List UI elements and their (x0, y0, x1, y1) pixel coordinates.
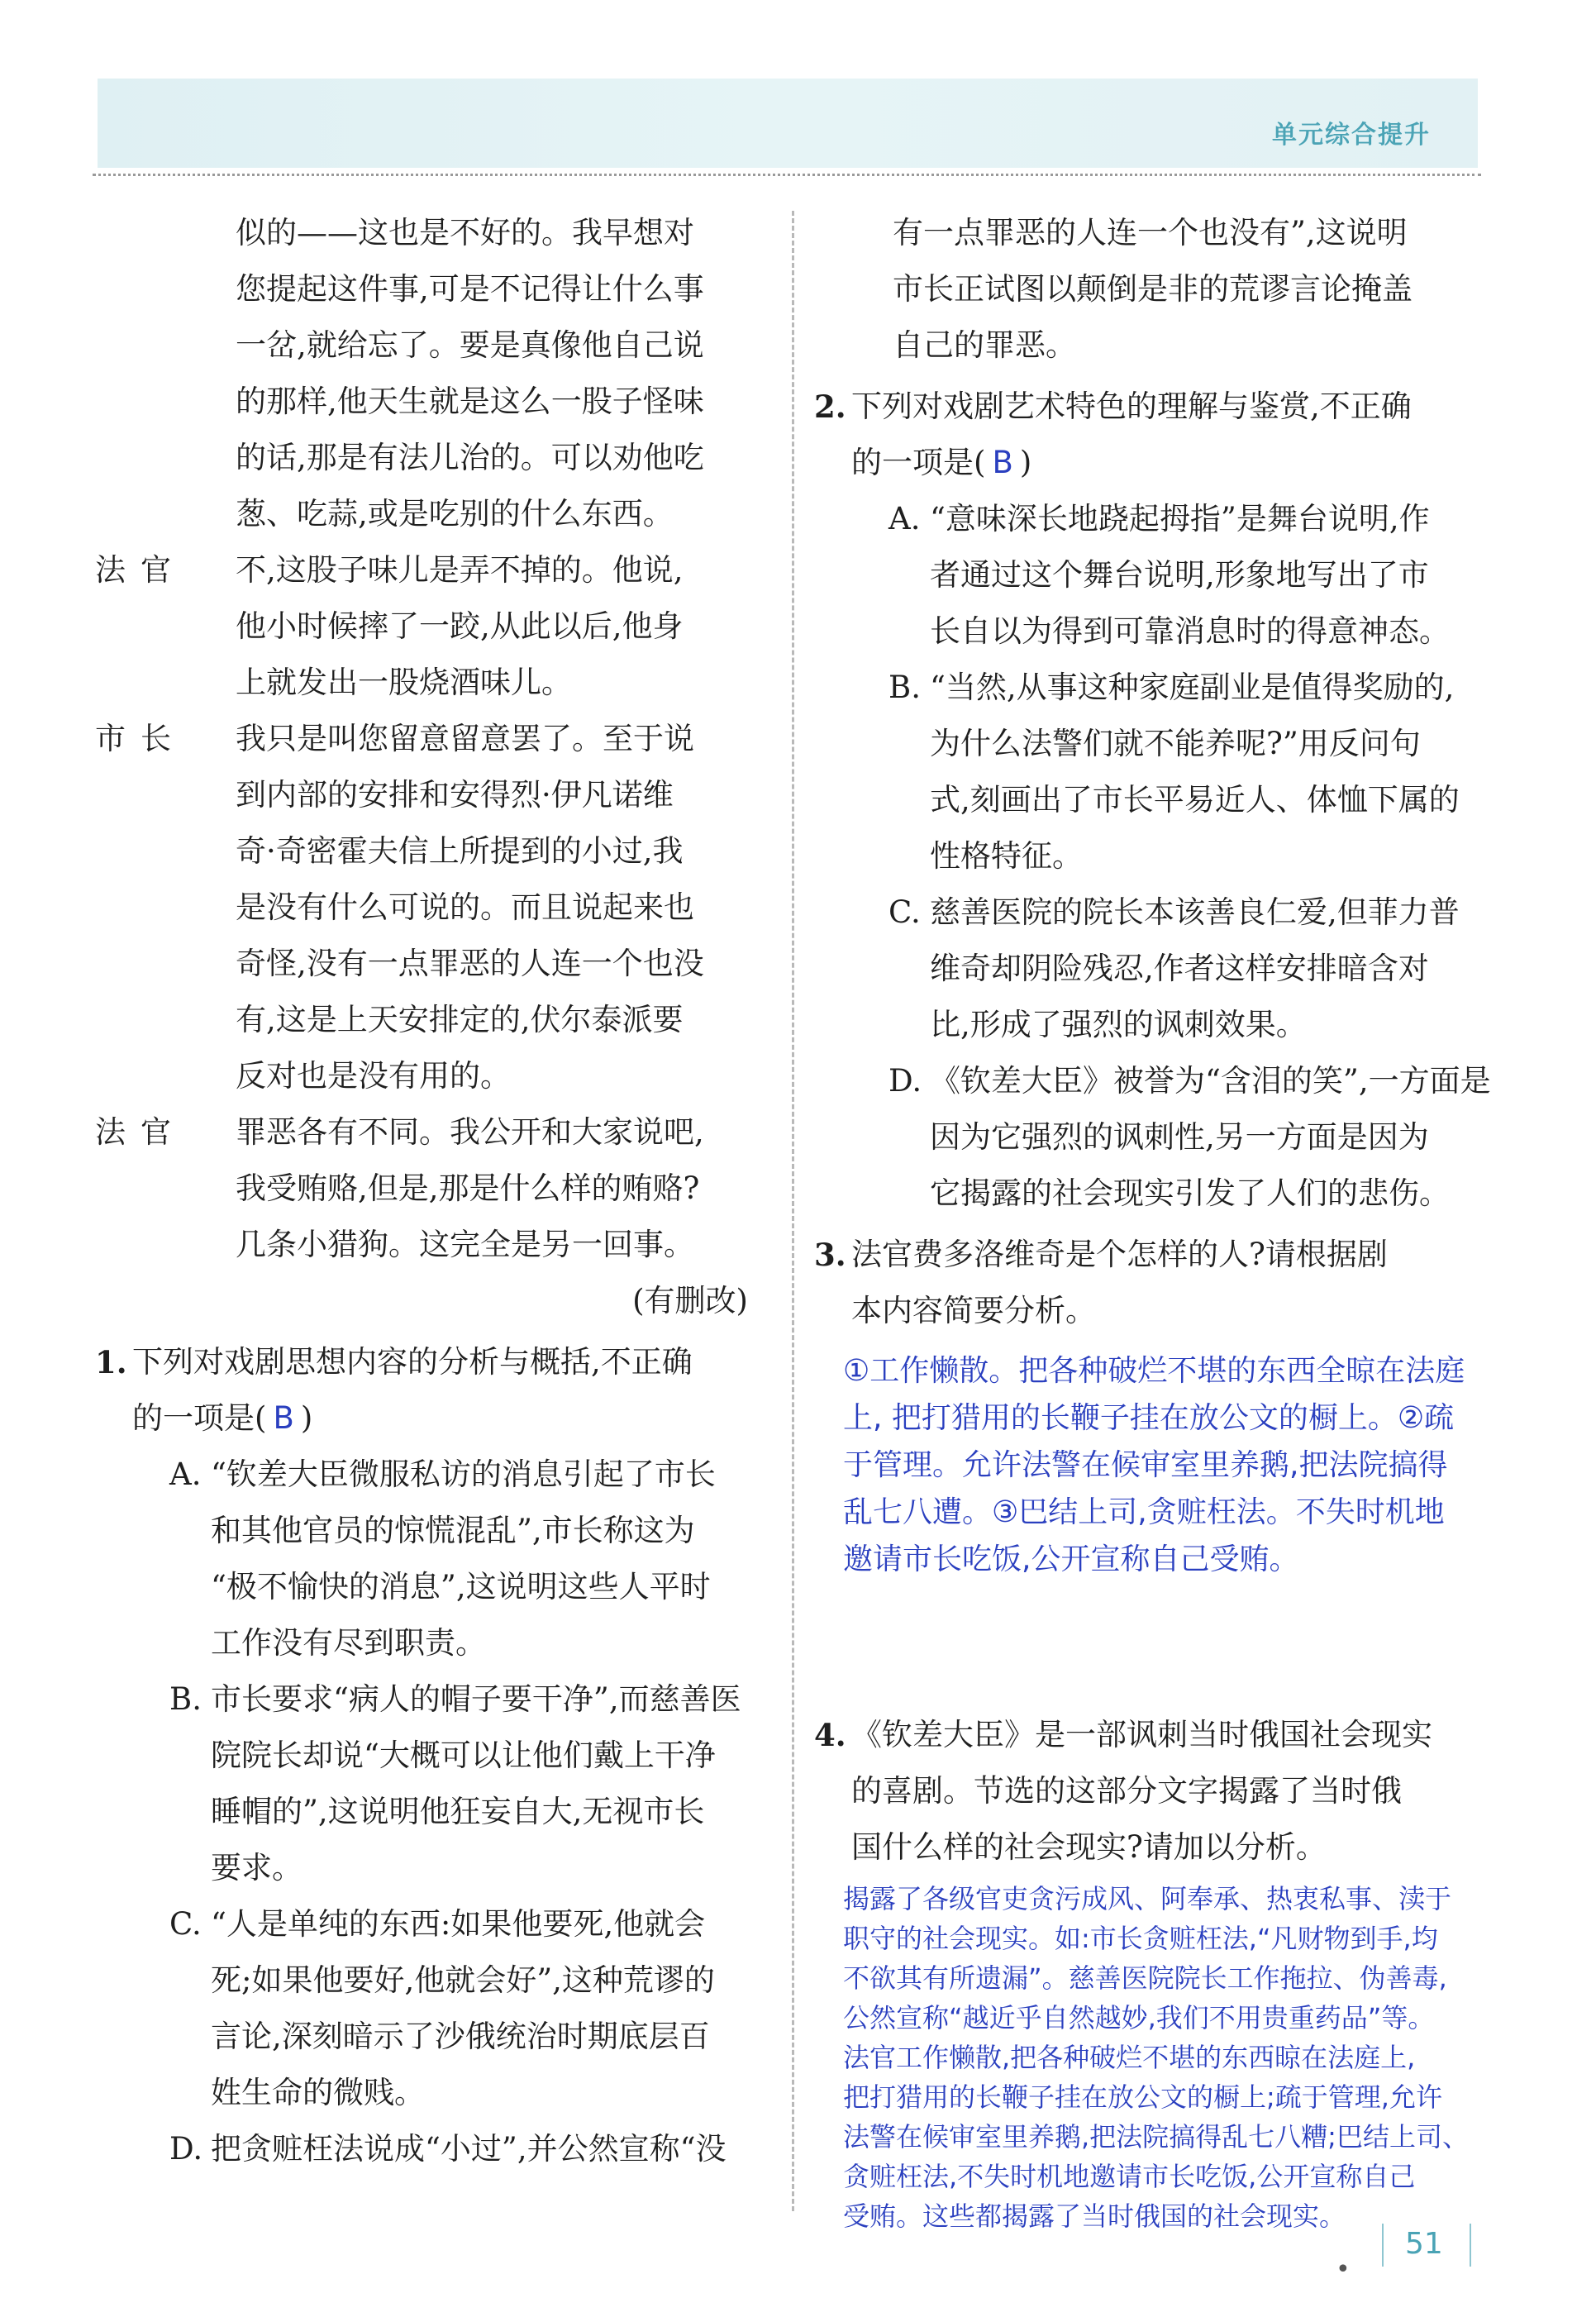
script-line: 葱、吃蒜,或是吃别的什么东西。 (236, 496, 674, 532)
answer-choice: B (273, 1400, 294, 1436)
question-3 (814, 1227, 1492, 1583)
source-note: (有删改) (632, 1283, 748, 1318)
header-band (98, 79, 1478, 168)
speech-mayor (95, 711, 756, 1104)
script-line: 我只是叫您留意留意罢了。至于说 (236, 721, 694, 756)
question-stem-line2: 的一项是( B ) (132, 1400, 313, 1436)
speaker-label: 法官 (95, 1114, 186, 1150)
script-line: 似的——这也是不好的。我早想对 (236, 215, 694, 250)
page-number: 51 (1405, 2227, 1443, 2261)
option-d-continued: 有一点罪恶的人连一个也没有”,这说明 市长正试图以颠倒是非的荒谬言论掩盖 自己的罪恶。 (893, 215, 1413, 363)
footer-bar (1382, 2224, 1384, 2267)
option-d: D. 《钦差大臣》被誉为“含泪的笑”,一方面是 因为它强烈的讽刺性,另一方面是因为 它揭露的社会现实引发了人们的悲伤。 (851, 1053, 1492, 1222)
question-2 (814, 379, 1492, 1222)
script-line: 不,这股子味儿是弄不掉的。他说, (236, 552, 684, 588)
script-line: 上就发出一股烧酒味儿。 (236, 665, 572, 700)
option-label: C. (889, 894, 921, 930)
right-column (814, 205, 1492, 2236)
script-line: 的话,那是有法儿治的。可以劝他吃 (236, 440, 704, 475)
option-a: A. “钦差大臣微服私访的消息引起了市长 和其他官员的惊慌混乱”,市长称这为 “极不愉快的消息”,这说明这些人平时 工作没有尽到职责。 (132, 1447, 756, 1671)
option-label: D. (889, 1063, 922, 1099)
question-number: 4. (814, 1717, 846, 1753)
option-label: D. (169, 2131, 203, 2167)
speaker-label: 法官 (95, 552, 186, 588)
script-line: 我受贿赂,但是,那是什么样的贿赂? (236, 1170, 700, 1206)
option-label: C. (169, 1906, 202, 1942)
answer-text: ①工作懒散。把各种破烂不堪的东西全晾在法庭 上, 把打猎用的长鞭子挂在放公文的橱上。②疏 于管理。允许法警在候审室里养鹅,把法院搞得 乱七八遭。③巴结上司,贪赃枉法。不失时机地 邀请市长吃饭,公开宣称自己受贿。 (843, 1354, 1465, 1576)
speaker-label: 市长 (95, 721, 186, 756)
question-number: 3. (814, 1237, 846, 1273)
option-b: B. “当然,从事这种家庭副业是值得奖励的, 为什么法警们就不能养呢?”用反问句 式,刻画出了市长平易近人、体恤下属的 性格特征。 (851, 660, 1492, 884)
section-title: 单元综合提升 (1272, 121, 1431, 150)
question-stem: 下列对戏剧思想内容的分析与概括,不正确 (132, 1344, 693, 1380)
question-stem: 的喜剧。节选的这部分文字揭露了当时俄 (851, 1773, 1402, 1809)
answer-choice: B (992, 445, 1013, 480)
question-stem-line2: 的一项是( B ) (851, 445, 1032, 480)
script-line: 奇怪,没有一点罪恶的人连一个也没 (236, 946, 704, 981)
script-line: 反对也是没有用的。 (236, 1058, 511, 1094)
script-line: 他小时候摔了一跤,从此以后,他身 (236, 608, 684, 644)
script-line: 是没有什么可说的。而且说起来也 (236, 889, 694, 925)
script-line: 您提起这件事,可是不记得让什么事 (236, 271, 704, 307)
script-line: 到内部的安排和安得烈·伊凡诺维 (236, 777, 674, 813)
left-column (95, 205, 756, 2177)
question-1 (95, 1334, 756, 2177)
speech-judge-2 (95, 1104, 756, 1273)
answer-text: 揭露了各级官吏贪污成风、阿奉承、热衷私事、渎于 职守的社会现实。如:市长贪赃枉法,“凡财物到手,均 不欲其有所遗漏”。慈善医院院长工作拖拉、伪善毒, 公然宣称“越近乎自然越妙,我们不用贵重药品”等。 法官工作懒散,把各种破烂不堪的东西晾在法庭上, 把打猎用的长鞭子挂在放公文的橱上;疏于管理,允许 法警在候审室里养鹅,把法院搞得乱七八糟;巴结上司、 贪赃枉法,不失时机地邀请市长吃饭,公开宣称自己 受贿。这些都揭露了当时俄国的社会现实。 (843, 1883, 1469, 2232)
footer-bar (1470, 2224, 1471, 2267)
option-label: B. (169, 1681, 202, 1717)
question-stem: 国什么样的社会现实?请加以分析。 (851, 1829, 1327, 1865)
question-number: 1. (95, 1344, 127, 1380)
script-continuation (95, 205, 756, 542)
speech-judge-1 (95, 542, 756, 711)
script-line: 一岔,就给忘了。要是真像他自己说 (236, 327, 704, 363)
script-line: 几条小猎狗。这完全是另一回事。 (236, 1227, 694, 1262)
option-label: A. (889, 501, 921, 536)
column-divider (792, 211, 794, 2211)
question-4 (814, 1707, 1492, 2236)
script-line: 的那样,他天生就是这么一股子怪味 (236, 384, 704, 419)
option-d: D. 把贪赃枉法说成“小过”,并公然宣称“没 (132, 2121, 756, 2177)
question-stem: 下列对戏剧艺术特色的理解与鉴赏,不正确 (851, 389, 1412, 424)
option-a: A. “意味深长地跷起拇指”是舞台说明,作 者通过这个舞台说明,形象地写出了市 长自以为得到可靠消息时的得意神态。 (851, 491, 1492, 660)
option-c: C. 慈善医院的院长本该善良仁爱,但菲力普 维奇却阴险残忍,作者这样安排暗含对 比,形成了强烈的讽刺效果。 (851, 884, 1492, 1053)
option-label: A. (169, 1456, 202, 1492)
option-c: C. “人是单纯的东西:如果他要死,他就会 死;如果他要好,他就会好”,这种荒谬的 言论,深刻暗示了沙俄统治时期底层百 姓生命的微贱。 (132, 1896, 756, 2121)
script-line: 奇·奇密霍夫信上所提到的小过,我 (236, 833, 684, 869)
question-stem: 《钦差大臣》是一部讽刺当时俄国社会现实 (851, 1717, 1432, 1752)
header-divider (93, 174, 1481, 176)
script-line: 有,这是上天安排定的,伏尔泰派要 (236, 1002, 684, 1037)
script-line: 罪恶各有不同。我公开和大家说吧, (236, 1114, 704, 1150)
option-b: B. 市长要求“病人的帽子要干净”,而慈善医 院院长却说“大概可以让他们戴上干净 睡帽的”,这说明他狂妄自大,无视市长 要求。 (132, 1671, 756, 1896)
option-label: B. (889, 670, 921, 705)
footer-dot: • (1336, 2255, 1351, 2284)
question-stem: 法官费多洛维奇是个怎样的人?请根据剧 (851, 1237, 1388, 1272)
question-number: 2. (814, 389, 846, 425)
question-stem: 本内容简要分析。 (851, 1293, 1096, 1328)
